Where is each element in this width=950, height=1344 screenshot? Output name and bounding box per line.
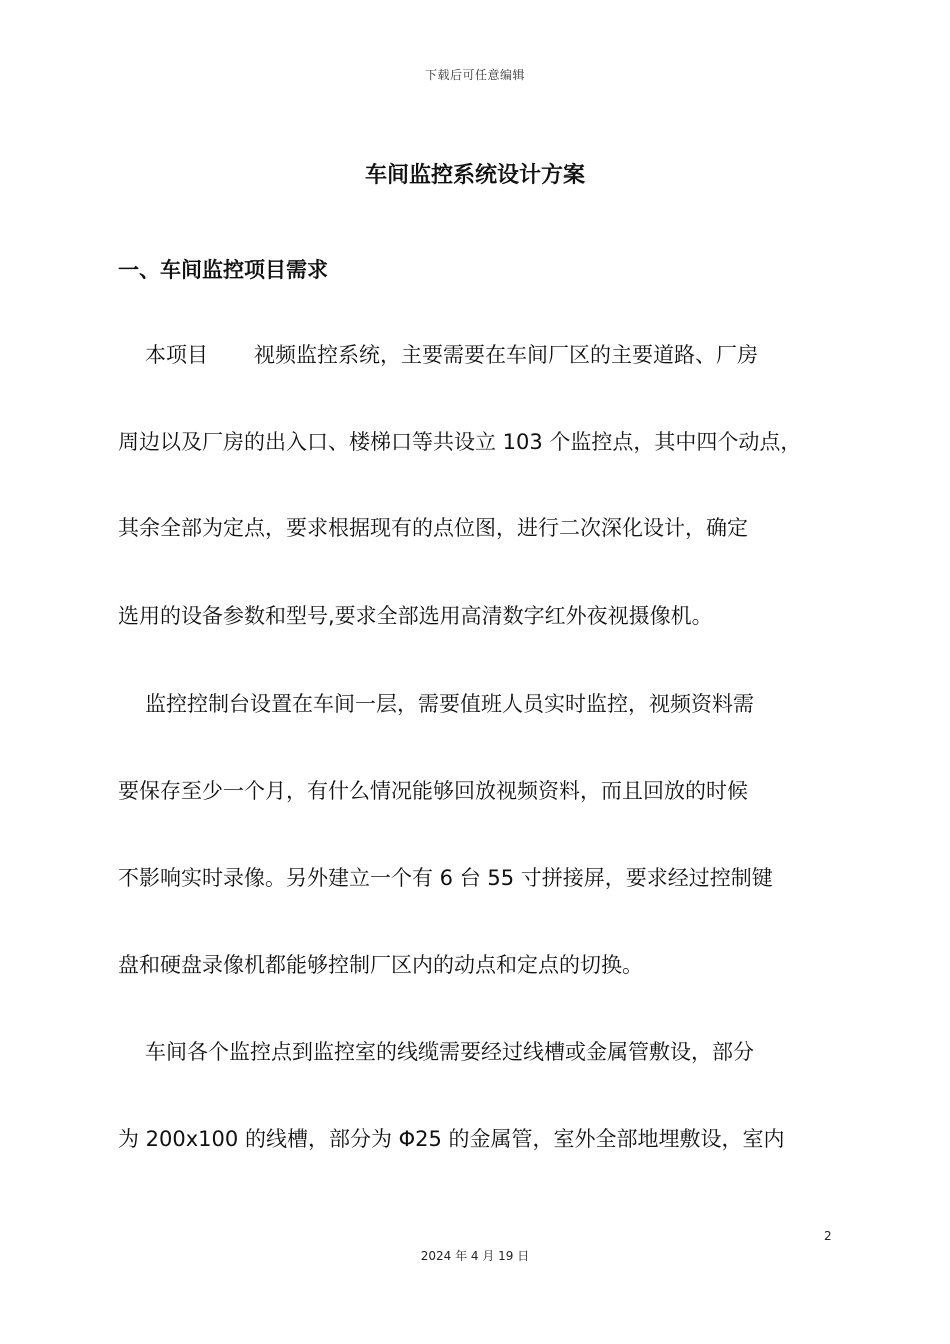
footer-date: 2024 年 4 月 19 日: [420, 1249, 530, 1263]
paragraph-line: 车间各个监控点到监控室的线缆需要经过线槽或金属管敷设，部分: [145, 1040, 754, 1064]
paragraph-line: 盘和硬盘录像机都能够控制厂区内的动点和定点的切换。: [118, 953, 643, 977]
section-heading: 一、车间监控项目需求: [118, 258, 328, 282]
text-segment: 视频监控系统，主要需要在车间厂区的主要道路、厂房: [254, 343, 758, 367]
document-title: 车间监控系统设计方案: [364, 163, 585, 188]
paragraph-line: 周边以及厂房的出入口、楼梯口等共设立 103 个监控点，其中四个动点，: [118, 430, 802, 454]
paragraph-line: 选用的设备参数和型号,要求全部选用高清数字红外夜视摄像机。: [118, 604, 713, 628]
page-number: 2: [824, 1229, 832, 1243]
paragraph-line: 其余全部为定点，要求根据现有的点位图，进行二次深化设计，确定: [118, 516, 748, 540]
text-segment: 本项目: [145, 343, 208, 367]
header-note: 下载后可任意编辑: [424, 68, 525, 82]
paragraph-line: 为 200x100 的线槽，部分为 Φ25 的金属管，室外全部地埋敷设，室内: [118, 1127, 785, 1151]
paragraph-line: [145, 340, 758, 370]
paragraph-line: 监控控制台设置在车间一层，需要值班人员实时监控，视频资料需: [145, 692, 754, 716]
paragraph-line: 要保存至少一个月，有什么情况能够回放视频资料，而且回放的时候: [118, 779, 748, 803]
paragraph-line: 不影响实时录像。另外建立一个有 6 台 55 寸拼接屏，要求经过控制键: [118, 866, 773, 890]
